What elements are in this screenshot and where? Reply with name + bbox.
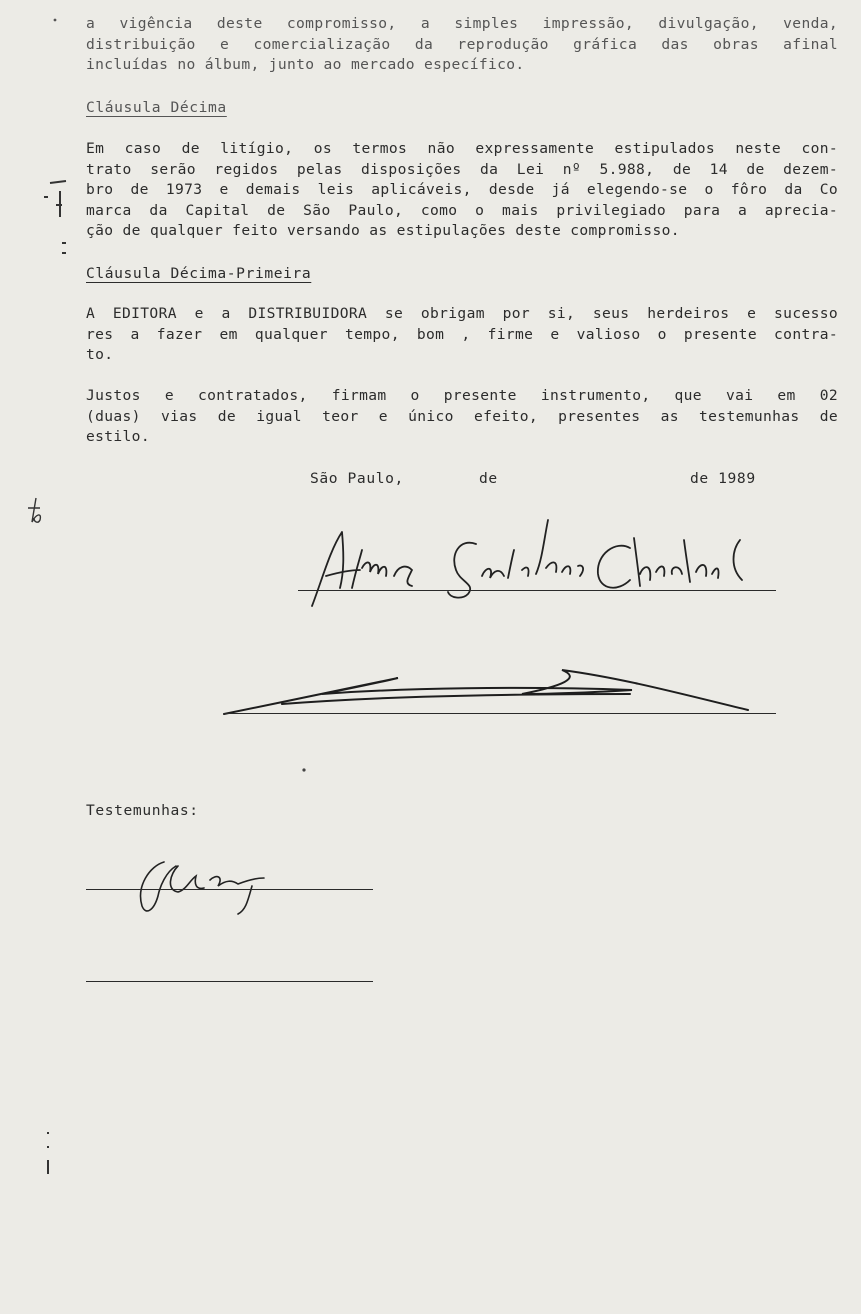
closing-line: (duas) vias de igual teor e único efeito, presentes as testemunhas de [86, 407, 838, 425]
margin-dot-mark [50, 14, 60, 24]
witness-one-signature-image [120, 850, 280, 920]
clause-tenth-line: trato serão regidos pelas disposições da Lei nº 5.988, de 14 de dezem- [86, 160, 838, 178]
place-text: São Paulo, [310, 470, 404, 487]
clause-tenth-heading: Cláusula Décima [86, 99, 227, 116]
closing-line: estilo. [86, 428, 150, 445]
clause-eleventh-line: A EDITORA e a DISTRIBUIDORA se obrigam por si, seus herdeiros e sucesso [86, 305, 838, 322]
witness-one-line [86, 889, 373, 890]
clause-eleventh-paragraph [86, 304, 838, 366]
intro-line: incluídas no álbum, junto ao mercado específico. [86, 56, 525, 73]
margin-handwritten-mark [24, 496, 48, 526]
witness-two-line [86, 981, 373, 982]
page-speck-mark [300, 766, 310, 776]
clause-tenth-line: Em caso de litígio, os termos não expressamente estipulados neste con- [86, 140, 838, 157]
date-year-text: de 1989 [690, 470, 756, 487]
signature-two-image [222, 664, 782, 724]
intro-line: distribuição e comercialização da reprodução gráfica das obras afinal [86, 35, 838, 53]
clause-eleventh-heading: Cláusula Décima-Primeira [86, 265, 312, 282]
date-de-text: de [479, 470, 498, 487]
signature-two-line [224, 713, 776, 714]
signature-one-line [298, 590, 776, 591]
intro-paragraph [86, 14, 838, 76]
witnesses-label: Testemunhas: [86, 802, 199, 819]
clause-tenth-paragraph [86, 139, 838, 242]
margin-bottom-marks [40, 1128, 56, 1176]
clause-tenth-line: bro de 1973 e demais leis aplicáveis, desde já elegendo-se o fôro da Co [86, 181, 838, 198]
closing-paragraph [86, 386, 838, 448]
intro-line: a vigência deste compromisso, a simples impressão, divulgação, venda, [86, 15, 838, 32]
margin-punch-marks [40, 175, 70, 255]
clause-eleventh-line: to. [86, 346, 114, 363]
clause-tenth-line: marca da Capital de São Paulo, como o mais privilegiado para a aprecia- [86, 201, 838, 219]
clause-tenth-line: ção de qualquer feito versando as estipulações deste compromisso. [86, 222, 680, 239]
signature-one-image [300, 510, 780, 610]
clause-eleventh-line: res a fazer em qualquer tempo, bom , firme e valioso o presente contra- [86, 325, 838, 343]
closing-line: Justos e contratados, firmam o presente instrumento, que vai em 02 [86, 387, 838, 404]
